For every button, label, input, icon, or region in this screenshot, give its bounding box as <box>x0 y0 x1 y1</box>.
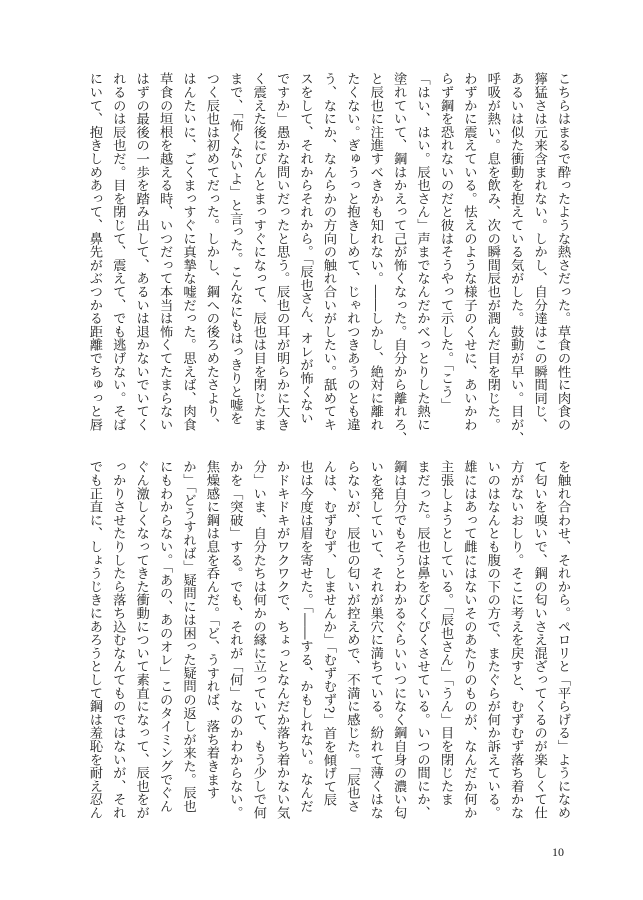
text-line: こちらはまるで酔ったような熱さだった。草食の性に肉食の <box>555 72 570 432</box>
text-line: あるいは似た衝動を抱えている気がした。鼓動が早い。目が、 <box>508 72 524 445</box>
text-line: を触れ合わせ、それから。ペロリと「平らげる」ようになめ <box>555 460 570 820</box>
text-line: 草食の垣根を越える時、いつだって本当は怖くてたまらない <box>157 72 173 432</box>
text-line: 也は今度は眉を寄せた。「――する、かもしれない。なんだ <box>297 460 313 813</box>
text-line: か」「どうすれば」疑問には困った疑問の返しが来た。辰也 <box>180 460 196 813</box>
text-line: 雄にはあって雌にはないそのあたりのものが、なんだか何か <box>461 460 477 820</box>
text-line: かドキドキがワクワクで、ちょっとなんだか落ち着かない気 <box>274 460 290 820</box>
text-line: にいて、抱きしめあって、鼻先がぶつかる距離でちゅっと唇 <box>86 72 102 432</box>
text-line: はずの最後の一歩を踏み出して、あるいは退かないでいてく <box>133 72 149 432</box>
text-line: つく辰也は初めてだった。しかし、鋼への後ろめたさより、 <box>203 72 219 432</box>
text-line: っかりさせたりしたら落ち込むなんてものではないが、それ <box>110 460 126 820</box>
text-line: かを「突破」する。でも、それが「何」なのかわからない。 <box>227 460 243 820</box>
text-block-upper <box>82 72 574 448</box>
text-line: んは、むずむず、しませんか」「むずむず?」首を傾げて辰 <box>320 460 336 807</box>
text-line: 塗れていて、鋼はかえって己が怖くなった。自分から離れろ、 <box>391 72 407 445</box>
text-line: ですか」愚かな問いだったと思う。辰也の耳が明らかに大き <box>274 72 290 432</box>
text-line: いを発していて、それが巣穴に満ちている。紛れて薄くはな <box>367 460 383 820</box>
text-block-lower <box>82 460 574 836</box>
text-line: れるのは辰也だ。目を閉じて、震えて、でも逃げない。そば <box>110 72 126 432</box>
text-line: まだった。辰也は鼻をぴくぴくさせている。いつの間にか、 <box>414 460 430 820</box>
text-line: と辰也に注進すべきかも知れない。――しかし、絶対に離れ <box>367 72 383 432</box>
text-line: 主張しようとしている。「辰也さん」「うん」目を閉じたま <box>437 460 453 806</box>
text-line: て匂いを嗅いで、鋼の匂いさえ混ざってくるのが楽しくて仕 <box>531 460 547 820</box>
text-line: 焦燥感に鋼は息を呑んだ。「ど、うすれば、落ち着きます <box>203 460 219 800</box>
text-line: う、なにか、なんらかの方向の触れ合いがしたい。舐めてキ <box>320 72 336 432</box>
text-line: まで、「怖くないよ」と言った。こんなにもはっきりと嘘を <box>227 72 243 425</box>
text-line: 方がないおしり。そこに考えを戻すと、むずむず落ち着かな <box>508 460 524 820</box>
text-line: ぐん激しくなってきた衝動について素直になって、辰也をが <box>133 460 149 820</box>
page-number: 10 <box>552 845 564 859</box>
text-line: 「はい、はい。辰也さん」声までなんだかべっとりした熱に <box>414 72 430 432</box>
text-line: はんたいに、ごくまっすぐに真摯な嘘だった。思えば、肉食 <box>180 72 196 432</box>
text-line: 鋼は自分でもそうとわかるぐらいいつになく鋼自身の濃い匂 <box>391 460 407 820</box>
text-line: いのはなんとも腹の下の方で、またぐらが何か訴えている。 <box>484 460 500 820</box>
text-line: スをして、それからそれから。「辰也さん、オレが怖くない <box>297 72 313 425</box>
text-line: 獰猛さは元来含まれない。しかし、自分達はこの瞬間同じ、 <box>531 72 547 432</box>
text-line: 呼吸が熱い。息を飲み、次の瞬間辰也が潤んだ目を閉じた。 <box>484 72 500 432</box>
text-line: でも正直に、しょうじきにあろうとして鋼は羞恥を耐え忍ん <box>86 460 102 820</box>
text-line: たくない。ぎゅうっと抱きしめて、じゃれつきあうのとも違 <box>344 72 360 432</box>
text-line: らず鋼を恐れないのだと彼はそうやって示した。「こう」 <box>437 72 453 412</box>
text-line: く震えた後にぴんとまっすぐになって、辰也は目を閉じたま <box>250 72 266 432</box>
text-line: らないが、辰也の匂いが控えめで、不満に感じた。「辰也さ <box>344 460 360 813</box>
text-line: 分」いま、自分たちは何かの縁に立っていて、もう少しで何 <box>250 460 266 820</box>
text-line: わずかに震えている。怯えのような様子のくせに、あいかわ <box>461 72 477 432</box>
text-line: にもわからない。「あの、あのオレ」このタイミングでぐん <box>157 460 173 813</box>
